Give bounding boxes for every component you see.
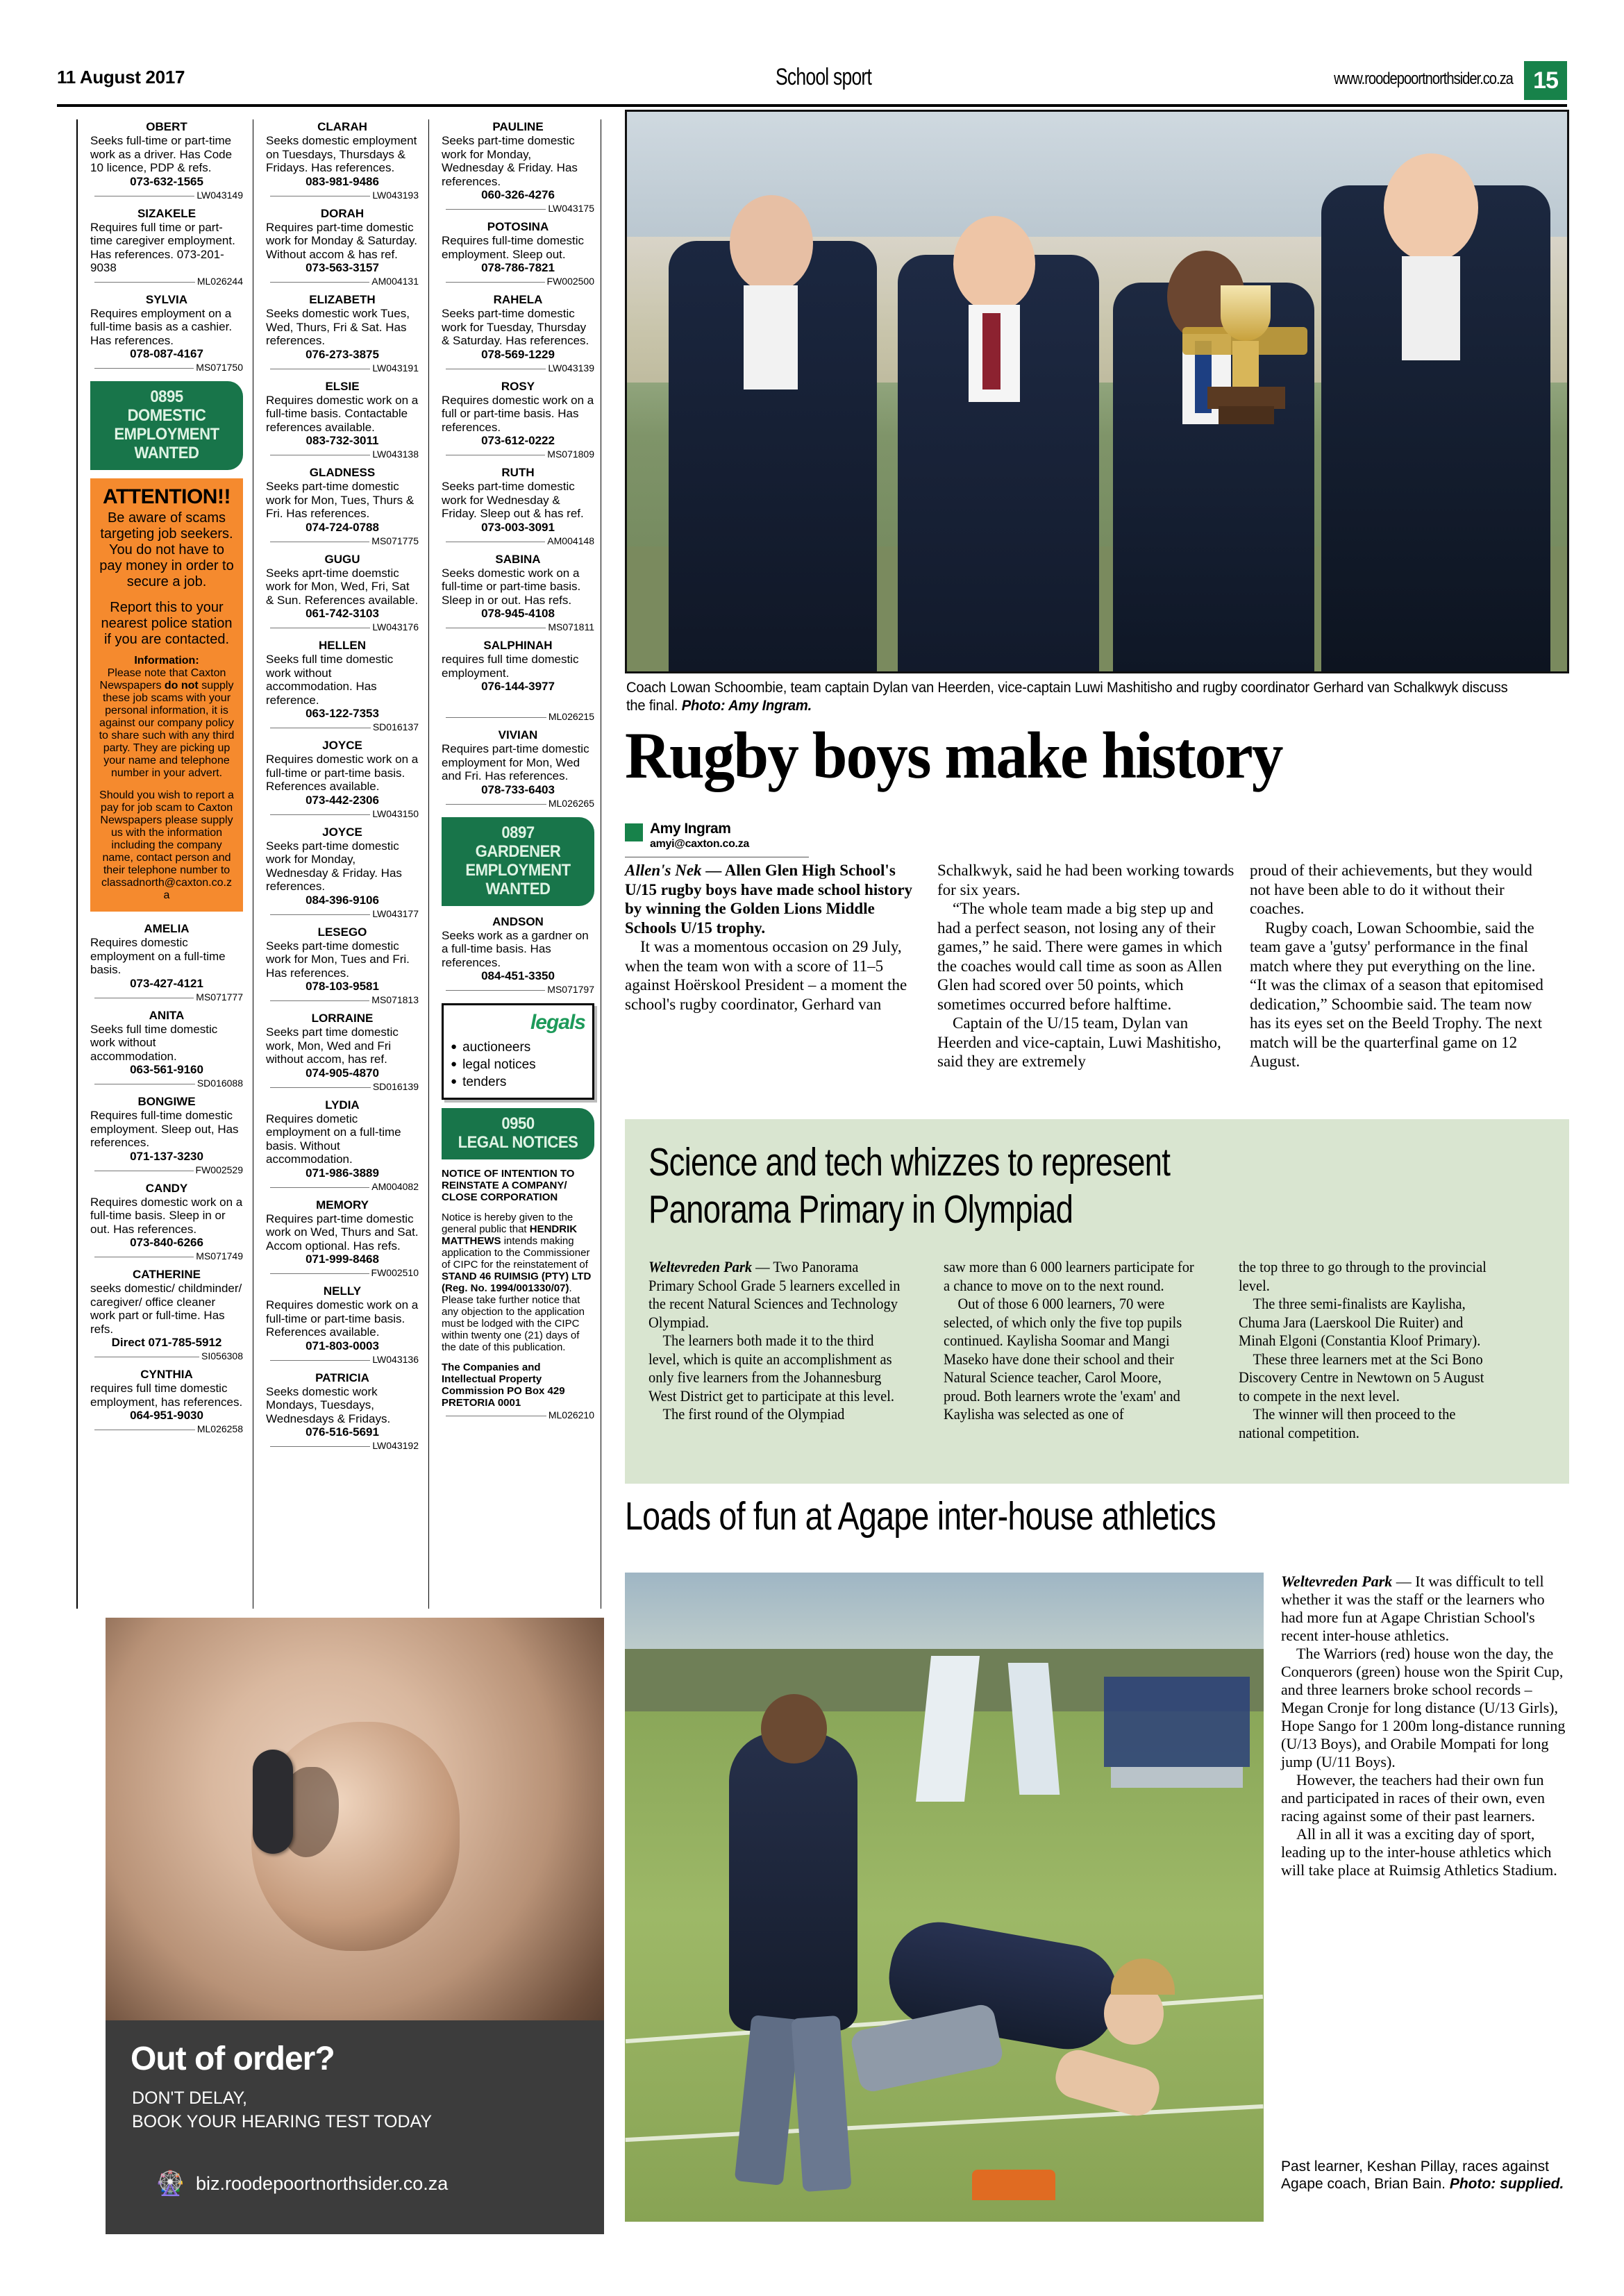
classified-ad: [266, 825, 419, 921]
ad-reference: [266, 276, 419, 288]
ad-name: HELLEN: [319, 639, 366, 652]
caption-text: Coach Lowan Schoombie, team captain Dylan van Heerden, vice-captain Luwi Mashitisho and rugby coordinator Gerhard van Schalkwyk discuss the final.: [626, 680, 1508, 714]
ad-name: AMELIA: [144, 922, 190, 935]
ad-name: CLARAH: [317, 120, 367, 133]
ad-ref-code: LW043138: [370, 449, 419, 460]
ad-ref-code: MS071809: [545, 449, 594, 460]
agape-photo-caption: [1281, 2158, 1569, 2193]
classified-ad: [266, 119, 419, 202]
ad-name: ANITA: [149, 1008, 185, 1022]
warning-para-1: Be aware of scams targeting job seekers. You do not have to pay money in order to secure a job.: [99, 510, 234, 589]
legal-notice-address: The Companies and Intellectual Property Commission PO Box 429 PRETORIA 0001: [442, 1361, 565, 1409]
ad-ref-code: MS071813: [369, 994, 419, 1005]
ad-name: SABINA: [495, 552, 541, 566]
ad-body: requires full time domestic employment.: [442, 653, 579, 680]
ad-reference: [266, 1082, 419, 1093]
agape-athletics-photo: [625, 1573, 1264, 2222]
classified-ad: [442, 638, 594, 723]
paragraph: saw more than 6 000 learners participate for a chance to move on to the next round.: [944, 1258, 1194, 1294]
paragraph: Allen's Nek — Allen Glen High School's U/15 rugby boys have made school history by winning the Golden Lions Middle Schools U/15 trophy.: [625, 862, 913, 937]
ad-reference: [266, 995, 419, 1007]
classifieds-column-2: [262, 119, 423, 1457]
ad-phone[interactable]: 073-563-3157: [305, 261, 379, 274]
ad-phone[interactable]: 073-427-4121: [130, 976, 203, 990]
legals-logo: legals: [530, 1011, 585, 1034]
ad-name: BONGIWE: [137, 1095, 196, 1108]
hearing-ear-icon: 🎡: [156, 2170, 185, 2197]
paragraph: Schalkwyk, said he had been working towards for six years.: [937, 862, 1234, 898]
ad-ref-code: ML026210: [546, 1409, 594, 1421]
science-article-box: [625, 1119, 1569, 1484]
ad-ref-code: LW043150: [370, 808, 419, 819]
paragraph: “The whole team made a big step up and had a perfect season, not losing any of their games,” he said. There were games in which the coaches would call time as soon as Allen Glen had scored over 50 points, which sometimes occurred before halftime.: [937, 900, 1223, 1013]
classifieds-column-1: [86, 119, 247, 1440]
ad-phone[interactable]: 063-122-7353: [305, 707, 379, 720]
article-column-3: [1250, 861, 1548, 1071]
ad-ref-code: LW043175: [546, 203, 594, 214]
banner-line: GARDENER: [475, 841, 561, 861]
classified-ad: [90, 1367, 243, 1436]
ad-reference: [442, 203, 594, 215]
ad-ref-code: AM004148: [545, 535, 594, 546]
ad-body: Requires domestic work on a full or part-time basis. Has references.: [442, 393, 594, 434]
ad-ref-code: LW043136: [370, 1354, 419, 1365]
ad-name: SALPHINAH: [483, 639, 553, 652]
list-item: ● legal notices: [451, 1056, 585, 1073]
ad-name: LYDIA: [325, 1098, 360, 1112]
ad-phone[interactable]: 064-951-9030: [130, 1409, 203, 1422]
ad-name: DORAH: [320, 206, 365, 220]
ad-phone[interactable]: 078-945-4108: [481, 607, 555, 620]
paragraph: Rugby coach, Lowan Schoombie, said the team gave a 'gutsy' performance in the final match where they put everything on the line. “It was the climax of a season that epitomised dedication,” Schoombie said. The team now has its eyes set on the Beeld Trophy. The next match will be the quarterfinal game on 12 August.: [1250, 919, 1543, 1070]
warning-report-body: Should you wish to report a pay for job scam to Caxton Newspapers please supply us with the information including the company name, contact person and their telephone number to: [99, 789, 234, 876]
ad-body: Seeks part-time domestic work for Monday, Wednesday & Friday. Has references.: [266, 839, 402, 893]
ad-name: VIVIAN: [498, 728, 538, 741]
ad-reference: [442, 363, 594, 375]
classified-ad: [90, 1094, 243, 1177]
ad-name: CANDY: [145, 1181, 188, 1195]
ad-reference: [266, 1268, 419, 1280]
science-column-2: [944, 1258, 1198, 1424]
ad-body: Seeks full-time or part-time work as a driver. Has Code 10 licence, PDP & refs.: [90, 134, 233, 174]
ad-phone[interactable]: 063-561-9160: [130, 1063, 203, 1076]
ad-body: Seeks part-time domestic work for Tuesday, Thursday & Saturday. Has references.: [442, 307, 589, 347]
classified-ad: [90, 921, 243, 1004]
ad-phone[interactable]: 073-003-3091: [481, 520, 555, 534]
ad-phone[interactable]: 083-732-3011: [305, 434, 379, 447]
hearing-test-advert[interactable]: [106, 1618, 604, 2234]
category-banner-legal-notices: [442, 1108, 594, 1159]
classified-ad: [90, 1008, 243, 1091]
ad-ref-code: MS071750: [194, 362, 243, 373]
warning-title: ATTENTION!!: [103, 485, 231, 508]
classified-ad: [442, 552, 594, 635]
ad-name: SYLVIA: [145, 292, 188, 306]
ad-name: PAULINE: [492, 120, 544, 133]
ad-reference: [266, 1182, 419, 1193]
ad-reference: [266, 1441, 419, 1452]
classified-ad: [266, 738, 419, 821]
ad-phone[interactable]: 073-632-1565: [130, 174, 203, 188]
banner-line: EMPLOYMENT: [465, 860, 571, 880]
banner-line: WANTED: [134, 444, 199, 462]
science-column-3: [1239, 1258, 1493, 1442]
ad-reference: [442, 712, 594, 723]
ad-name: CATHERINE: [133, 1268, 201, 1281]
classified-ad: [442, 379, 594, 462]
classified-ad: [90, 1181, 243, 1264]
classified-ad: [266, 1371, 419, 1453]
ad-ref-code: MS071749: [194, 1250, 243, 1262]
ad-body: Requires dometic employment on a full-time basis. Without accommodation.: [266, 1112, 401, 1166]
paragraph: proud of their achievements, but they would not have been able to do it without their coaches.: [1250, 862, 1532, 917]
ad-body: Requires part-time domestic work on Wed, Thurs and Sat. Accom optional. Has refs.: [266, 1212, 419, 1252]
ad-body: Seeks full time domestic work without accommodation.: [90, 1022, 218, 1063]
ad-body: seeks domestic/ childminder/ caregiver/ office cleaner work part or full-time. Has refs.: [90, 1282, 242, 1336]
ad-body: Requires full-time domestic employment. Sleep out, Has references.: [90, 1109, 239, 1149]
ad-reference: [266, 190, 419, 202]
ad-phone[interactable]: 078-569-1229: [481, 347, 555, 361]
ad-ref-code: ML026265: [546, 798, 594, 809]
ad-phone[interactable]: 071-999-8468: [305, 1252, 379, 1266]
article-column-1: [625, 861, 923, 1014]
ad-reference: [90, 190, 243, 202]
ad-body: Requires domestic work on a full-time basis. Sleep in or out. Has references.: [90, 1195, 243, 1236]
hearing-ad-headline: Out of order?: [131, 2041, 335, 2077]
headline-line: Panorama Primary in Olympiad: [648, 1187, 1073, 1232]
ad-body: Requires domestic employment on a full-time basis.: [90, 936, 226, 976]
ad-name: SIZAKELE: [137, 206, 196, 220]
ad-body: Seeks domestic work Tues, Wed, Thurs, Fri & Sat. Has references.: [266, 307, 410, 347]
website-url[interactable]: www.roodepoortnorthsider.co.za: [1334, 69, 1513, 88]
legals-service-list: [451, 1039, 585, 1091]
classified-ad: [442, 119, 594, 215]
classified-ad: [442, 728, 594, 810]
paragraph: The first round of the Olympiad: [662, 1405, 845, 1423]
ad-phone[interactable]: 073-442-2306: [305, 793, 379, 807]
ad-body: Seeks domestic employment on Tuesdays, Thursdays & Fridays. Has references.: [266, 134, 417, 174]
ad-phone[interactable]: 074-724-0788: [305, 520, 379, 534]
agape-article-body: [1281, 1573, 1569, 1879]
ad-reference: [266, 449, 419, 461]
ad-name: OBERT: [146, 120, 187, 133]
ad-name: RUTH: [501, 466, 535, 479]
paragraph: All in all it was a exciting day of sport, leading up to the inter-house athletics which will take place at Ruimsig Athletics Stadium.: [1281, 1825, 1557, 1879]
ad-phone[interactable]: 073-612-0222: [481, 434, 555, 447]
science-column-1: [648, 1258, 903, 1424]
byline-author: Amy Ingram: [650, 821, 731, 837]
ad-phone[interactable]: 078-786-7821: [481, 261, 555, 274]
ad-body: Requires full-time domestic employment. Sleep out.: [442, 234, 585, 261]
ad-ref-code: LW043192: [370, 1440, 419, 1451]
ad-reference: [442, 984, 594, 996]
classified-ad: [266, 379, 419, 462]
list-item: ● tenders: [451, 1073, 585, 1091]
banner-line: DOMESTIC: [127, 406, 206, 425]
section-title: School sport: [776, 64, 872, 90]
classified-ad: [266, 1198, 419, 1280]
classifieds-section: [76, 119, 602, 1609]
ad-name: RAHELA: [493, 293, 543, 306]
hearing-ad-url[interactable]: biz.roodepoortnorthsider.co.za: [196, 2173, 449, 2194]
ad-reference: [90, 1351, 243, 1363]
ad-phone[interactable]: 071-986-3889: [305, 1166, 379, 1180]
classified-ad: [266, 465, 419, 548]
ad-body: requires full time domestic employment, has references.: [90, 1382, 243, 1409]
classified-ad: [442, 292, 594, 375]
legal-notice-heading: NOTICE OF INTENTION TO REINSTATE A COMPANY/ CLOSE CORPORATION: [442, 1168, 575, 1203]
list-item: ● auctioneers: [451, 1039, 585, 1056]
ad-body: Requires domestic work on a full-time or part-time basis. References available.: [266, 753, 419, 793]
ad-phone[interactable]: 078-087-4167: [130, 347, 203, 360]
paragraph: Weltevreden Park — Two Panorama Primary School Grade 5 learners excelled in the recent Natural Sciences and Technology Olympiad.: [648, 1258, 901, 1331]
ad-body: Requires part-time domestic employment for Mon, Wed and Fri. Has references.: [442, 742, 589, 782]
ad-name: MEMORY: [316, 1198, 369, 1212]
hearing-ad-sub2: BOOK YOUR HEARING TEST TODAY: [132, 2112, 433, 2131]
ad-phone[interactable]: 084-451-3350: [481, 969, 555, 982]
paragraph: It was a momentous occasion on 29 July, when the team won with a score of 11–5 against Hoërskool President – a moment the school's rugby coordinator, Gerhard van: [625, 938, 907, 1013]
ad-body: Seeks part time domestic work, Mon, Wed and Fri without accom, has ref.: [266, 1025, 399, 1066]
ad-name: GUGU: [324, 552, 360, 566]
ad-name: POTOSINA: [487, 220, 549, 233]
ad-reference: [442, 1410, 594, 1422]
classified-ad: [442, 914, 594, 997]
headline-line: Science and tech whizzes to represent: [648, 1140, 1171, 1184]
article-column-2: [937, 861, 1236, 1071]
ad-phone[interactable]: Direct 071-785-5912: [111, 1336, 222, 1349]
classified-ad: [90, 1267, 243, 1363]
classified-ad: [266, 552, 419, 635]
legals-promo-box[interactable]: [442, 1003, 594, 1100]
legal-notice-body: Notice is hereby given to the general public that HENDRIK MATTHEWS intends making application to the Commissioner of CIPC for the reinstatement of STAND 46 RUIMSIG (PTY) LTD (Reg. No. 1994/001330/07). Please take further notice that any objection to the application must be lodged with the CIPC within twenty one (21) days of the date of this publication.: [442, 1212, 592, 1353]
ad-ref-code: FW002529: [194, 1164, 243, 1175]
ad-phone[interactable]: 076-144-3977: [481, 680, 555, 693]
ad-body: Seeks part-time domestic work for Mon, Tues and Fri. Has references.: [266, 939, 410, 980]
rugby-article-body: [625, 861, 1569, 1090]
category-banner-gardener: [442, 817, 594, 906]
paragraph: The winner will then proceed to the national competition.: [1239, 1405, 1456, 1441]
ad-reference: [442, 536, 594, 548]
ad-reference: [266, 622, 419, 634]
warning-info-heading: Information:: [134, 655, 199, 667]
ad-reference: [90, 992, 243, 1004]
banner-line: 0897: [501, 823, 535, 842]
ad-name: LESEGO: [317, 925, 367, 939]
page-masthead: [57, 61, 1567, 104]
ad-ref-code: MS071811: [546, 621, 594, 632]
ad-body: Seeks part-time domestic work for Mon, Tues, Thurs & Fri. Has references.: [266, 480, 415, 520]
ad-body: Seeks part-time domestic work for Monday, Wednesday & Friday. Has references.: [442, 134, 578, 188]
classified-ad: [266, 925, 419, 1007]
warning-email[interactable]: classadnorth@caxton.co.za: [101, 877, 232, 901]
ad-ref-code: LW043191: [370, 362, 419, 374]
column-divider: [428, 119, 429, 1609]
ad-ref-code: FW002500: [545, 276, 594, 287]
hearing-ad-sub1: DON'T DELAY,: [132, 2088, 247, 2108]
ad-body: Requires part-time domestic work for Monday & Saturday. Without accom & has ref.: [266, 220, 417, 261]
ad-phone[interactable]: 073-840-6266: [130, 1236, 203, 1249]
ad-ref-code: ML026258: [195, 1423, 243, 1434]
ad-body: Seeks work as a gardner on a full-time basis. Has references.: [442, 928, 589, 969]
warning-info-body: Please note that Caxton Newspapers do not supply these job scams with your personal information, it is against our company policy to share such with any third party. They are picking up your name and telephone number in your advert.: [99, 667, 235, 779]
byline-email[interactable]: amyi@caxton.co.za: [650, 838, 750, 850]
rugby-headline: Rugby boys make history: [625, 719, 1282, 792]
classified-ad: [266, 206, 419, 289]
classified-ad: [90, 206, 243, 288]
ad-reference: [266, 536, 419, 548]
ad-reference: [266, 1355, 419, 1366]
rugby-team-photo: [625, 110, 1569, 673]
ad-reference: [90, 276, 243, 288]
paragraph: Weltevreden Park — It was difficult to tell whether it was the staff or the learners who had more fun at Agape Christian School's recent inter-house athletics.: [1281, 1573, 1545, 1644]
banner-line: LEGAL NOTICES: [458, 1133, 578, 1152]
classifieds-column-3: [437, 119, 598, 1422]
ad-body: Seeks full time domestic work without accommodation. Has reference.: [266, 653, 394, 707]
paragraph: These three learners met at the Sci Bono Discovery Centre in Newtown on 5 August to compete in the next level.: [1239, 1350, 1484, 1405]
ad-body: Seeks domestic work on a full-time or part-time basis. Sleep in or out. Has refs.: [442, 566, 581, 607]
ad-reference: [442, 276, 594, 288]
ad-ref-code: LW043149: [194, 190, 243, 201]
ad-name: NELLY: [323, 1284, 362, 1298]
ad-ref-code: MS071797: [545, 984, 594, 995]
ad-phone[interactable]: 076-273-3875: [305, 347, 379, 361]
ad-body: Requires full time or part-time caregiver employment. Has references. 073-201-9038: [90, 220, 235, 274]
warning-para-2: Report this to your nearest police station if you are contacted.: [101, 600, 233, 647]
ad-phone[interactable]: 078-103-9581: [305, 980, 379, 993]
paragraph: Captain of the U/15 team, Dylan van Heerden and vice-captain, Luwi Mashitisho, said they are extremely: [937, 1014, 1221, 1070]
ad-ref-code: LW043176: [370, 621, 419, 632]
ad-name: ROSY: [501, 379, 535, 393]
ad-name: CYNTHIA: [140, 1368, 193, 1381]
scam-warning-box: [90, 478, 243, 912]
ad-phone[interactable]: 060-326-4276: [481, 188, 555, 201]
category-banner-domestic: [90, 381, 243, 470]
ad-reference: [442, 798, 594, 810]
agape-headline: Loads of fun at Agape inter-house athletics: [625, 1494, 1216, 1539]
photo-credit: Photo: Amy Ingram.: [681, 698, 812, 714]
ad-body: Requires domestic work on a full-time or part-time basis. References available.: [266, 1298, 419, 1339]
ad-body: Requires employment on a full-time basis as a cashier. Has references.: [90, 306, 233, 347]
classified-ad: [266, 1098, 419, 1193]
classified-ad: [90, 292, 243, 375]
classified-ad: [266, 1011, 419, 1093]
ad-name: ELIZABETH: [309, 293, 376, 306]
banner-line: 0895: [150, 387, 183, 406]
ad-phone[interactable]: 074-905-4870: [305, 1066, 379, 1080]
ad-ref-code: AM004082: [369, 1181, 419, 1192]
ad-ref-code: SD016137: [371, 721, 419, 732]
page-number-badge: 15: [1524, 61, 1567, 100]
ad-reference: [442, 622, 594, 634]
ad-ref-code: SD016139: [371, 1081, 419, 1092]
banner-line: 0950: [501, 1114, 535, 1133]
paragraph: Out of those 6 000 learners, 70 were selected, of which only the five top pupils continued. Kaylisha Soomar and Mangi Maseko have done their school and their Natural Science teacher, Carol Moore, proud. Both learners wrote the 'exam' and Kaylisha was selected as one of: [944, 1295, 1182, 1423]
ad-reference: [90, 1078, 243, 1090]
science-headline: [648, 1139, 1365, 1233]
ad-ref-code: MS071775: [369, 535, 419, 546]
ad-ref-code: MS071777: [194, 991, 243, 1003]
ad-body: Seeks domestic work Mondays, Tuesdays, Wednesdays & Fridays.: [266, 1384, 391, 1425]
banner-line: WANTED: [485, 879, 551, 898]
ad-name: ELSIE: [325, 379, 360, 393]
classified-ad: [90, 119, 243, 202]
paragraph: the top three to go through to the provincial level.: [1239, 1258, 1487, 1294]
ad-phone[interactable]: 071-803-0003: [305, 1339, 379, 1352]
ad-reference: [90, 1251, 243, 1263]
paragraph: The Warriors (red) house won the day, the Conquerors (green) house won the Spirit Cup, and three learners broke school records – Megan Cronje for long distance (U/13 Girls), Hope Sango for 1 200m long-distance running (U/13 Boys), and Orabile Mompati for long jump (U/11 Boys).: [1281, 1645, 1566, 1770]
ad-ref-code: SD016088: [195, 1078, 243, 1089]
ad-ref-code: AM004131: [369, 276, 419, 287]
ad-name: ANDSON: [492, 914, 544, 928]
classified-ad: [266, 1284, 419, 1366]
ad-ref-code: LW043139: [546, 362, 594, 374]
ad-reference: [266, 809, 419, 821]
ad-reference: [442, 449, 594, 461]
classified-ad: [442, 465, 594, 548]
paragraph: The three semi-finalists are Kaylisha, Chuma Jara (Laerskool Die Ruiter) and Minah Elgoni (Constantia Kloof Primary).: [1239, 1295, 1481, 1349]
ad-ref-code: ML026215: [546, 711, 594, 722]
ad-name: PATRICIA: [315, 1371, 369, 1384]
ad-name: LORRAINE: [311, 1012, 374, 1025]
ad-reference: [266, 909, 419, 921]
ad-name: JOYCE: [322, 739, 362, 752]
ad-name: GLADNESS: [309, 466, 376, 479]
masthead-divider: [57, 104, 1567, 107]
ad-phone[interactable]: 084-396-9106: [305, 893, 379, 907]
ad-phone[interactable]: 078-733-6403: [481, 782, 555, 796]
ad-phone[interactable]: 071-137-3230: [130, 1149, 203, 1163]
caption-text: Past learner, Keshan Pillay, races against Agape coach, Brian Bain.: [1281, 2159, 1549, 2192]
ad-body: Seeks part-time domestic work for Wednesday & Friday. Sleep out & has ref.: [442, 480, 584, 520]
ad-ref-code: LW043193: [370, 190, 419, 201]
classified-ad: [266, 292, 419, 375]
ad-ref-code: LW043177: [370, 908, 419, 919]
photo-credit: Photo: supplied.: [1449, 2176, 1564, 2192]
ad-phone[interactable]: 061-742-3103: [305, 607, 379, 620]
byline-marker-icon: [625, 823, 643, 841]
ad-ref-code: SI056308: [199, 1350, 243, 1361]
ad-reference: [266, 722, 419, 734]
classified-ad: [266, 638, 419, 734]
classified-ad: [442, 219, 594, 288]
ad-phone[interactable]: 083-981-9486: [305, 174, 379, 188]
ad-body: Requires domestic work on a full-time basis. Contactable references available.: [266, 393, 419, 434]
ad-reference: [90, 1424, 243, 1436]
ad-body: Seeks aprt-time doemstic work for Mon, Wed, Fri, Sat & Sun. References available.: [266, 566, 419, 607]
ad-reference: [266, 363, 419, 375]
hearing-aid-photo: [106, 1618, 604, 2020]
ad-ref-code: FW002510: [369, 1267, 419, 1278]
ad-ref-code: ML026244: [195, 276, 243, 287]
ad-name: JOYCE: [322, 825, 362, 839]
ad-reference: [90, 1165, 243, 1177]
ad-reference: [90, 362, 243, 374]
ad-phone[interactable]: 076-516-5691: [305, 1425, 379, 1439]
paragraph: However, the teachers had their own fun and participated in races of their own, even racing against some of their past learners.: [1281, 1771, 1545, 1825]
rugby-photo-caption: [626, 679, 1530, 715]
paragraph: The learners both made it to the third level, which is quite an accomplishment as only five learners from the Johannesburg West District get to participate at this level.: [648, 1332, 895, 1405]
issue-date: 11 August 2017: [57, 67, 185, 87]
banner-line: EMPLOYMENT: [114, 425, 219, 444]
